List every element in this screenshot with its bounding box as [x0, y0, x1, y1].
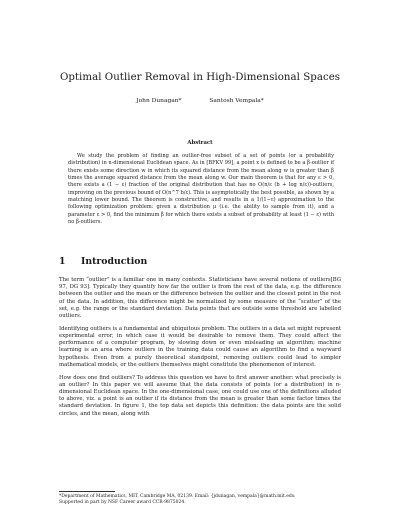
paper-title: Optimal Outlier Removal in High-Dimensional Spaces — [59, 72, 341, 83]
footnote-divider — [59, 491, 115, 492]
author-name: John Dunagan* — [136, 98, 182, 104]
section-title: Introduction — [81, 256, 148, 267]
abstract-text — [68, 153, 334, 226]
paragraph: The term “outlier” is a familiar one in many contexts. Statisticians have several notions of outliers[BG 97, DG 93]. Typically they quantify how far the outlier is from the rest of the data, e.g. the difference between the outlier and the mean or the difference between the outlier and the closest point in the rest of the data. In addition, this difference might be normalized by some measure of the “scatter” of the set, e.g. the range or the standard deviation. Data points that are outside some threshold are labelled outliers. — [59, 277, 341, 320]
footnote: Supported in part by NSF Career award CCR-9875024. — [59, 500, 186, 505]
section-heading — [59, 256, 339, 267]
paragraph: Identifying outliers is a fundamental and ubiquitous problem. The outliers in a data set might represent experimental error, in which case it would be desirable to remove them. They could affect the performance of a computer program, by slowing down or even misleading an algorithm; machine learning is an area where outliers in the training data could cause an algorithm to find a wayward hypothesis. Even from a purely theoretical standpoint, removing outliers could lead to simpler mathematical models, or the outliers themselves might constitute the phenomenon of interest. — [59, 325, 341, 368]
footnotes — [59, 494, 341, 506]
author-list — [0, 98, 400, 104]
abstract-content: We study the problem of finding an outlier-free subset of a set of points (or a probability distribution) in n-dimensional Euclidean space. As in [BFKV 99], a point x is defined to be a β-outlier if there exists some direction w in which its squared distance from the mean along w is greater than β times the average squared distance from the mean along w. Our main theorem is that for any ε > 0, there exists a (1 − ε) fraction of the original distribution that has no O(n/ε (b + log n/ε))-outliers, improving on the previous bound of O(n^7 b/ε). This is asymptotically the best possible, as shown by a matching lower bound. The theorem is constructive, and results in a 1/(1−ε) approximation to the following optimization problem: given a distribution μ (i.e. the ability to sample from it), and a parameter ε > 0, find the minimum β for which there exists a subset of probability at least (1 − ε) with no β-outliers. — [68, 153, 334, 226]
introduction-body — [59, 277, 341, 423]
footnote: *Department of Mathematics, MIT, Cambridge MA, 02139. Email: {jdunagan, vempala}@math.mit.edu — [59, 494, 295, 499]
paragraph: How does one find outliers? To address this question we have to first answer another: what precisely is an outlier? In this paper we will assume that the data consists of points (or a distribution) in n-dimensional Euclidean space. In the one-dimensional case, one could use one of the definitions alluded to above, viz. a point is an outlier if its distance from the mean is greater than some factor times the standard deviation. In figure 1, the top data set depicts this definition: the data points are the solid circles, and the mean, along with — [59, 374, 341, 417]
abstract-heading: Abstract — [187, 140, 213, 146]
section-number: 1 — [59, 256, 66, 267]
author-name: Santosh Vempala* — [209, 98, 264, 104]
